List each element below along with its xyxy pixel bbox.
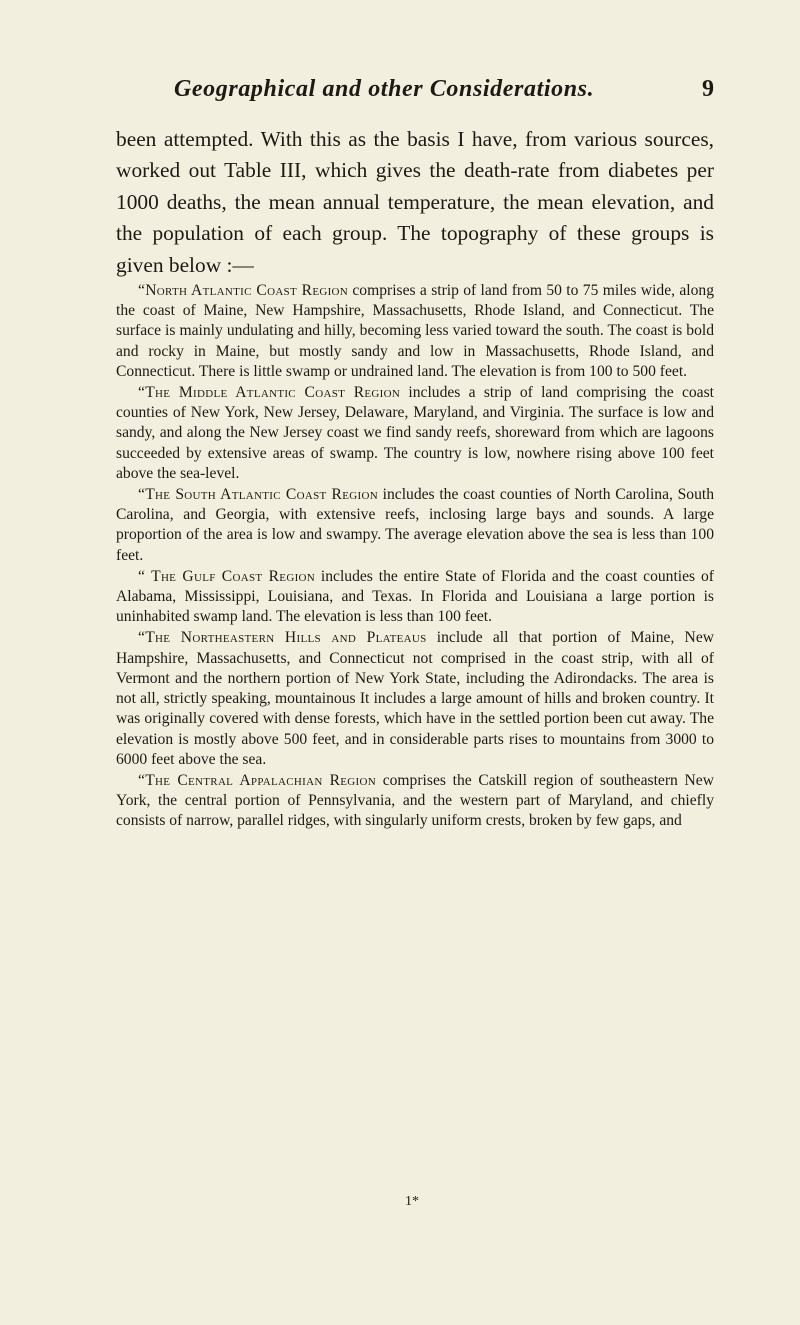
running-head <box>116 76 714 108</box>
region-description: includes a strip of land comprising the coast counties of New York, New Jersey, Delaware, Maryland, and Virginia. The surface is low and sandy, and along the New Jersey coast we find sandy reefs, shoreward from which are lagoons succeeded by extensive areas of swamp. The country is low, nowhere rising above 100 feet above the sea-level. <box>116 384 714 482</box>
region-description: comprises the Catskill region of southeastern New York, the central portion of Pennsylvania, and the western part of Maryland, and chiefly consists of narrow, parallel ridges, with singularly uniform crests, broken by few gaps, and <box>116 771 714 830</box>
region-description: includes the coast counties of North Carolina, South Carolina, and Georgia, with extensive reefs, inclosing large bays and sounds. A large proportion of the area is low and swampy. The average elevation above the sea is less than 100 feet. <box>116 486 714 564</box>
region-description: includes the entire State of Florida and the coast counties of Alabama, Mississippi, Louisiana, and Texas. In Florida and Louisiana a large portion is uninhabited swamp land. The elevation is less than 100 feet. <box>116 567 714 626</box>
region-name: “The Middle Atlantic Coast Region <box>138 384 401 402</box>
running-title: Geographical and other Considerations. <box>174 76 595 102</box>
region-name: “The South Atlantic Coast Region <box>138 486 378 504</box>
region-entry-south-atlantic <box>116 485 714 566</box>
region-name: “The Central Appalachian Region <box>138 771 376 789</box>
signature-mark: 1* <box>405 1194 419 1209</box>
page-number: 9 <box>702 76 714 102</box>
region-entry-central-appalachian <box>116 771 714 832</box>
intro-paragraph: been attempted. With this as the basis I have, from various sources, worked out Table III, which gives the death-rate from diabetes per 1000 deaths, the mean annual temperature, the mean elevation, and the population of each group. The topography of these groups is given below :— <box>116 127 714 277</box>
region-name: “North Atlantic Coast Region <box>138 282 349 300</box>
region-description: comprises a strip of land from 50 to 75 miles wide, along the coast of Maine, New Hampshire, Massachusetts, Rhode Island, and Connecticut. The surface is mainly undulating and hilly, becoming less varied toward the south. The coast is bold and rocky in Maine, but mostly sandy and low in Massachusetts, Rhode Island, and Connecticut. There is little swamp or undrained land. The elevation is from 100 to 500 feet. <box>116 282 714 380</box>
region-entry-northeastern-hills <box>116 628 714 769</box>
region-name: “The Northeastern Hills and Plateaus <box>138 629 427 647</box>
region-entry-middle-atlantic <box>116 383 714 484</box>
body-text <box>116 124 714 832</box>
region-entry-north-atlantic <box>116 281 714 382</box>
region-entry-gulf-coast <box>116 567 714 628</box>
region-name: “ The Gulf Coast Region <box>138 567 316 585</box>
region-description: include all that portion of Maine, New Hampshire, Massachusetts, and Connecticut not comprised in the coast strip, with all of Vermont and the northern portion of New York State, including the Adirondacks. The area is not all, strictly speaking, mountainous It includes a large amount of hills and broken country. It was originally covered with dense forests, which have in the settled portion been cut away. The elevation is mostly above 500 feet, and in considerable parts rises to mountains from 3000 to 6000 feet above the sea. <box>116 629 715 768</box>
